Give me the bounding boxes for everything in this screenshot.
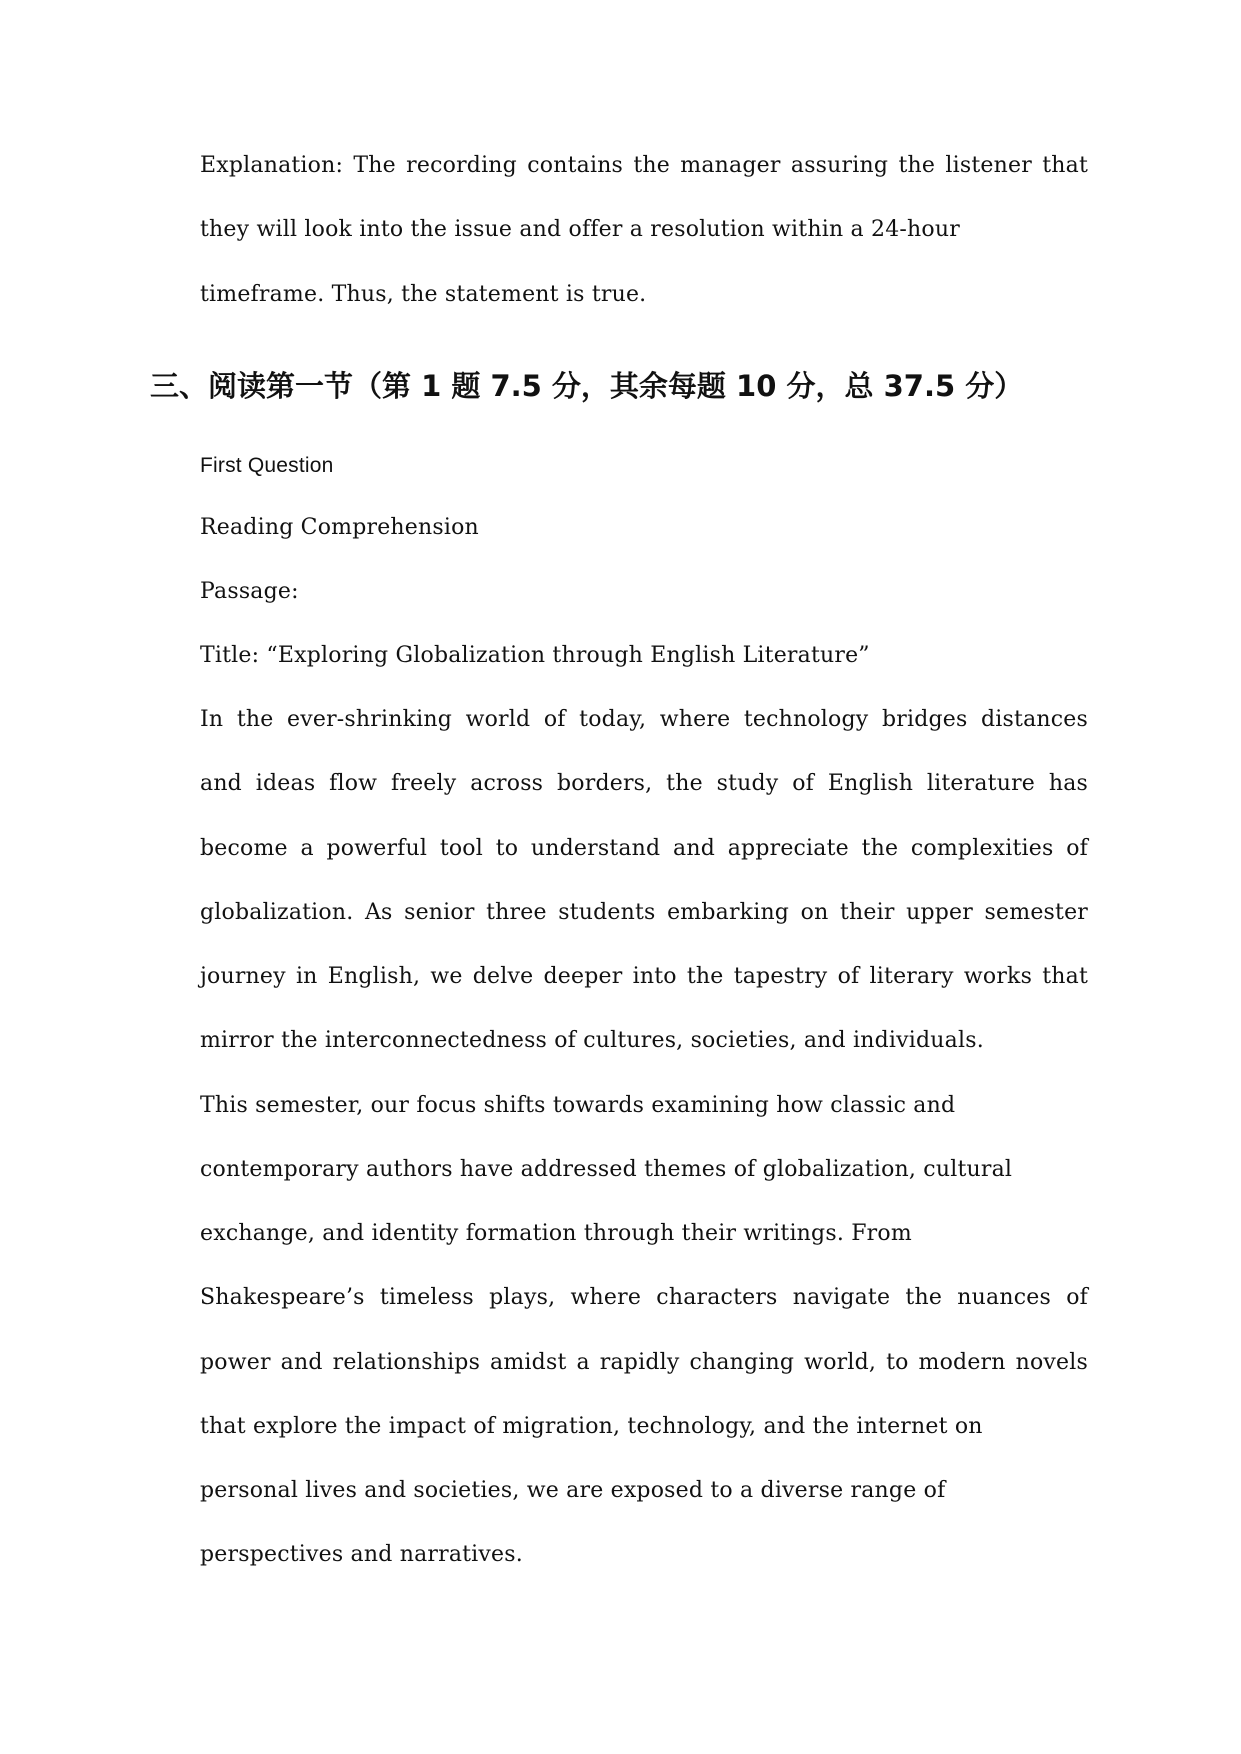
passage-line-12: that explore the impact of migration, technology, and the internet on xyxy=(200,1414,983,1439)
passage-line-9: exchange, and identity formation through their writings. From xyxy=(200,1221,912,1246)
passage-line-2: and ideas flow freely across borders, the study of English literature has xyxy=(200,771,1088,796)
passage-line-11: power and relationships amidst a rapidly changing world, to modern novels xyxy=(200,1350,1088,1375)
passage-line-5: journey in English, we delve deeper into the tapestry of literary works that xyxy=(200,964,1088,989)
passage-title: Title: “Exploring Globalization through English Literature” xyxy=(200,643,870,668)
passage-line-10: Shakespeare’s timeless plays, where characters navigate the nuances of xyxy=(200,1285,1088,1310)
passage-line-13: personal lives and societies, we are exposed to a diverse range of xyxy=(200,1478,946,1503)
passage-line-1: In the ever-shrinking world of today, where technology bridges distances xyxy=(200,707,1088,732)
passage-line-6: mirror the interconnectedness of cultures, societies, and individuals. xyxy=(200,1028,984,1053)
explanation-line-2: they will look into the issue and offer a resolution within a 24-hour xyxy=(200,217,960,242)
passage-label: Passage: xyxy=(200,579,299,604)
passage-line-7: This semester, our focus shifts towards examining how classic and xyxy=(200,1093,956,1118)
question-label: First Question xyxy=(200,454,334,477)
passage-line-8: contemporary authors have addressed themes of globalization, cultural xyxy=(200,1157,1013,1182)
passage-line-4: globalization. As senior three students embarking on their upper semester xyxy=(200,900,1088,925)
passage-line-3: become a powerful tool to understand and appreciate the complexities of xyxy=(200,836,1088,861)
passage-line-14: perspectives and narratives. xyxy=(200,1542,523,1567)
explanation-line-1: Explanation: The recording contains the manager assuring the listener that xyxy=(200,153,1088,178)
section-heading: 三、阅读第一节（第 1 题 7.5 分，其余每题 10 分，总 37.5 分） xyxy=(150,369,1024,403)
explanation-line-3: timeframe. Thus, the statement is true. xyxy=(200,282,647,307)
question-type: Reading Comprehension xyxy=(200,515,479,540)
